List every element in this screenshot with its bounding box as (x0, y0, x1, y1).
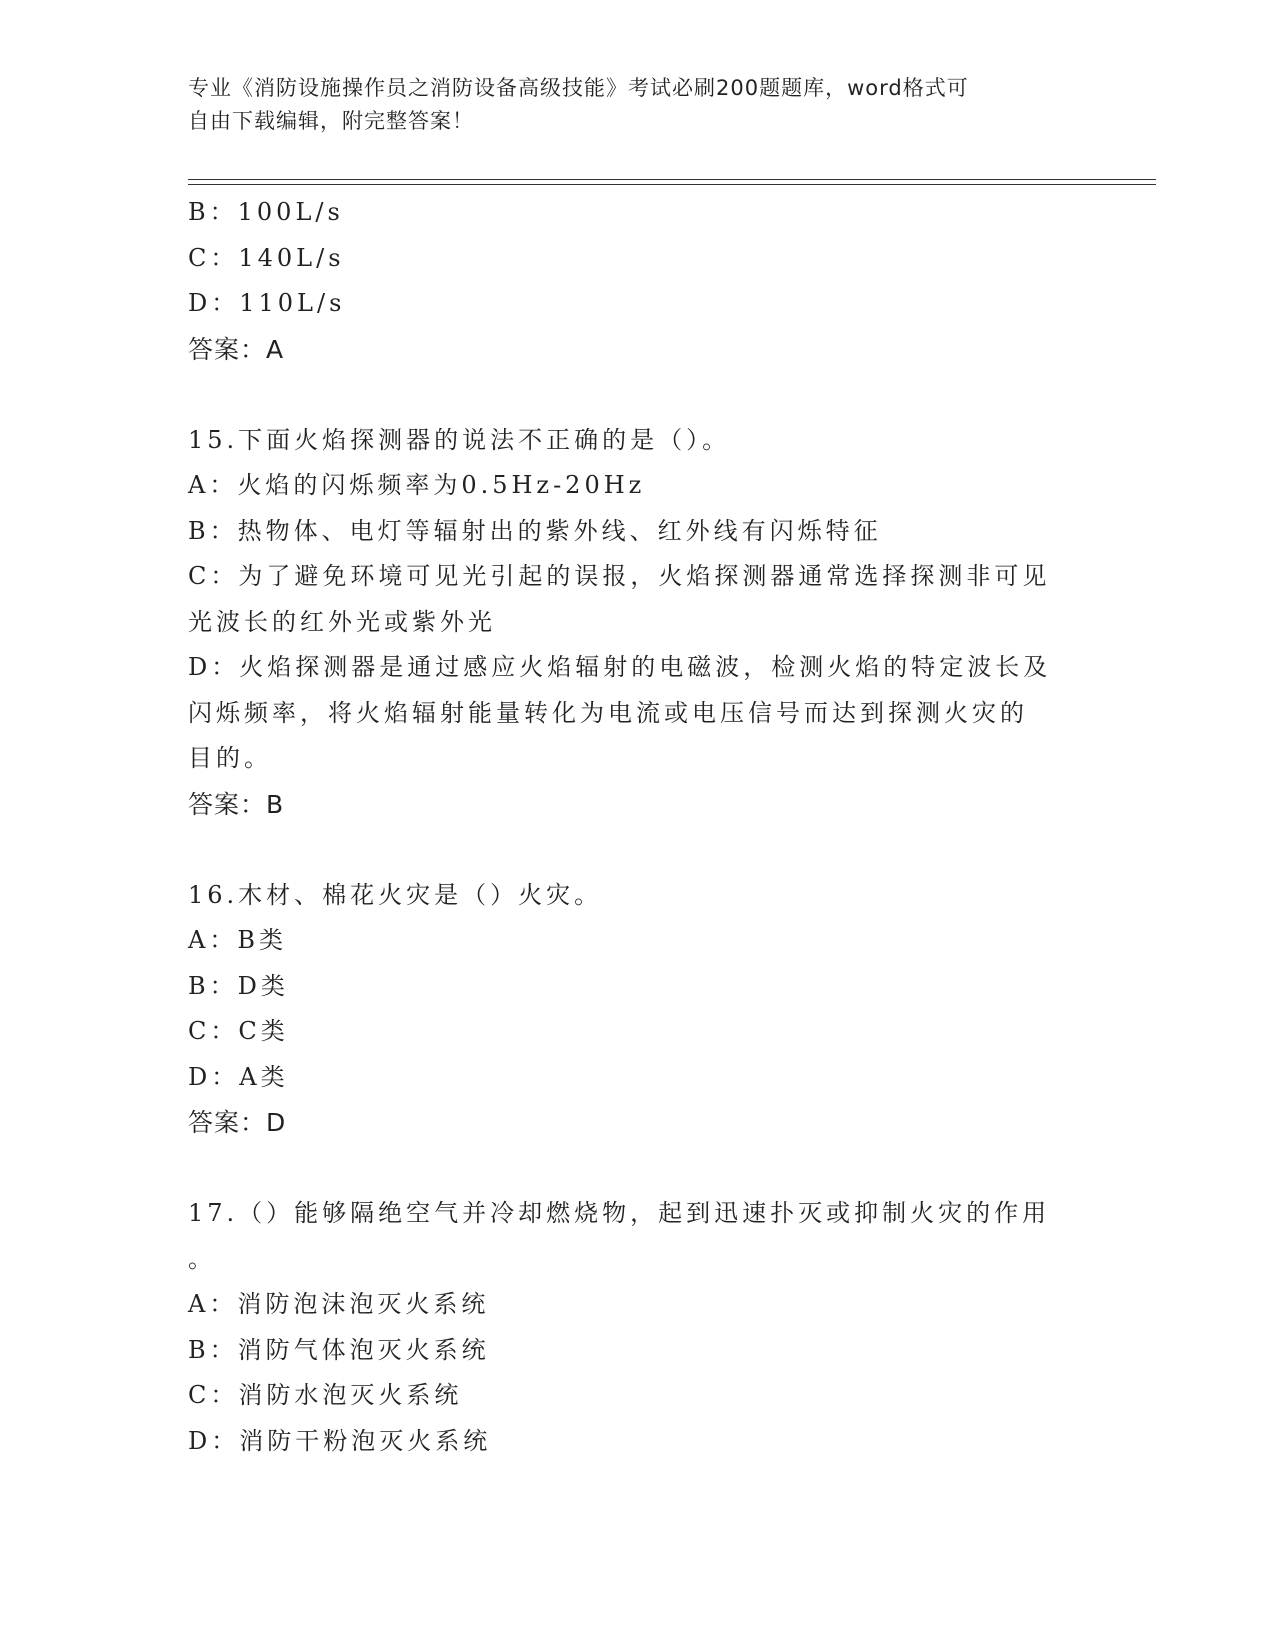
option-d-line-2: 闪烁频率，将火焰辐射能量转化为电流或电压信号而达到探测火灾的 (188, 698, 1028, 727)
question-text-line-1: 17.（）能够隔绝空气并冷却燃烧物，起到迅速扑灭或抑制火灾的作用 (188, 1199, 1051, 1227)
question-text: 15.下面火焰探测器的说法不正确的是（）。 (188, 425, 731, 454)
question-text-line-2: 。 (188, 1244, 216, 1273)
option-a: A：消防泡沫泡灭火系统 (188, 1290, 490, 1318)
option-b: B：D类 (188, 971, 289, 1000)
option-c: C：140L/s (188, 243, 345, 272)
question-14-tail (188, 190, 1088, 372)
header-title-line-1: 专业《消防设施操作员之消防设备高级技能》考试必刷200题题库，word格式可 (188, 76, 969, 100)
option-b: B：100L/s (188, 198, 344, 226)
option-d: D：110L/s (188, 289, 346, 317)
page-header (188, 72, 1068, 138)
option-d-line-3: 目的。 (188, 744, 272, 772)
option-d: D：A类 (188, 1062, 289, 1091)
option-c: C：C类 (188, 1017, 289, 1045)
question-16 (188, 873, 1088, 1146)
answer-label: 答案：A (188, 334, 285, 364)
spacer (188, 827, 1088, 873)
option-b: B：热物体、电灯等辐射出的紫外线、红外线有闪烁特征 (188, 516, 882, 545)
spacer (188, 372, 1088, 418)
header-title-line-2: 自由下载编辑，附完整答案！ (188, 109, 474, 133)
option-b: B：消防气体泡灭火系统 (188, 1335, 490, 1364)
question-17 (188, 1191, 1088, 1464)
question-15 (188, 418, 1088, 828)
option-c-line-1: C：为了避免环境可见光引起的误报，火焰探测器通常选择探测非可见 (188, 562, 1051, 590)
question-text: 16.木材、棉花火灾是（）火灾。 (188, 880, 603, 909)
option-d: D：消防干粉泡灭火系统 (188, 1426, 492, 1455)
option-c: C：消防水泡灭火系统 (188, 1381, 463, 1409)
header-divider-top (188, 179, 1156, 180)
header-divider-bottom (188, 184, 1156, 185)
spacer (188, 1146, 1088, 1192)
answer-label: 答案：B (188, 789, 285, 819)
option-d-line-1: D：火焰探测器是通过感应火焰辐射的电磁波，检测火焰的特定波长及 (188, 653, 1052, 681)
question-list (188, 190, 1088, 1464)
option-a: A：B类 (188, 926, 287, 954)
option-c-line-2: 光波长的红外光或紫外光 (188, 607, 496, 636)
answer-label: 答案：D (188, 1108, 287, 1137)
option-a: A：火焰的闪烁频率为0.5Hz-20Hz (188, 471, 646, 499)
